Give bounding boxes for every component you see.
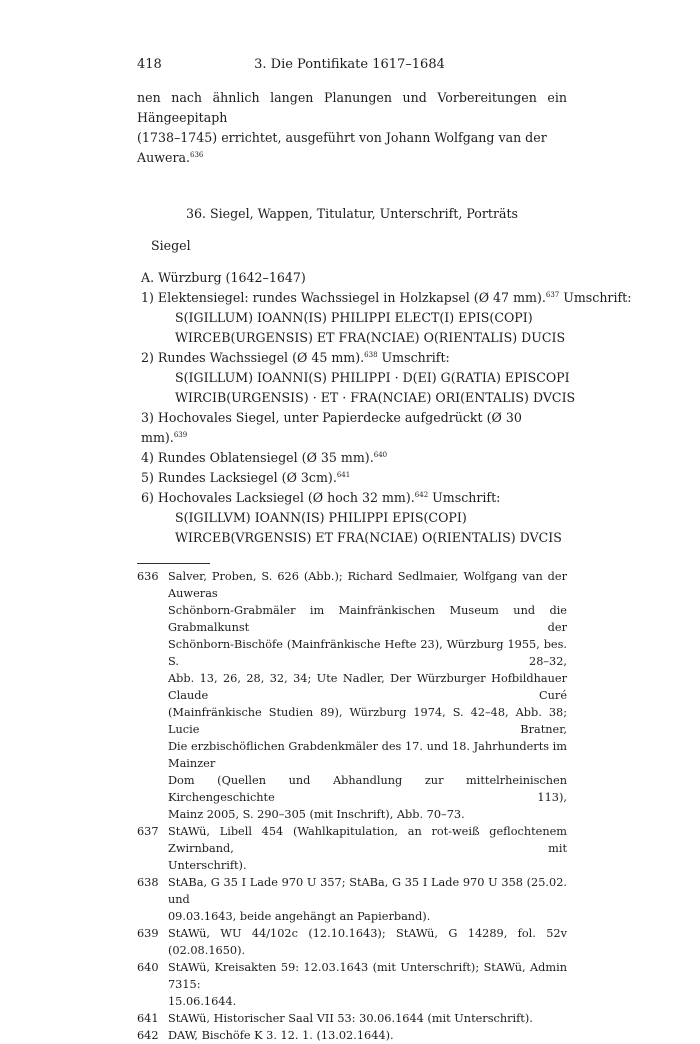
footnote-ref-639[interactable]: 639	[173, 431, 188, 439]
footnote-ref-640[interactable]: 640	[373, 451, 388, 459]
page-number: 418	[137, 57, 162, 72]
inscription-line: S(IGILLUM) IOANN(IS) PHILIPPI ELECT(I) EPIS(COPI)	[175, 310, 533, 325]
footnote-number: 641	[137, 1012, 159, 1025]
inscription-line: WIRCEB(VRGENSIS) ET FRA(NCIAE) O(RIENTALIS) DVCIS	[175, 530, 562, 545]
intro-line-1: nen nach ähnlich langen Planungen und Vorbereitungen ein Hängeepitaph	[137, 90, 567, 125]
footnote-number: 637	[137, 825, 159, 838]
seal-list	[137, 268, 632, 548]
footnote-ref-642[interactable]: 642	[414, 491, 429, 499]
footnote-line: Schönborn-Bischöfe (Mainfränkische Hefte 23), Würzburg 1955, bes. S. 28–32,	[168, 638, 567, 668]
main-text	[137, 88, 632, 548]
item-text: 5) Rundes Lacksiegel (Ø 3cm).	[141, 470, 337, 485]
footnote-number: 640	[137, 961, 159, 974]
seal-item-1	[141, 288, 632, 308]
footnote-number: 639	[137, 927, 159, 940]
footnote-number: 636	[137, 570, 159, 583]
footnote-line: Die erzbischöflichen Grabdenkmäler des 17. und 18. Jahrhunderts im Mainzer	[168, 740, 567, 770]
item-after: Umschrift:	[428, 490, 501, 505]
footnote-640	[137, 959, 567, 1010]
footnote-line: (Mainfränkische Studien 89), Würzburg 1974, S. 42–48, Abb. 38; Lucie Bratner,	[168, 706, 567, 736]
inscription-line: S(IGILLVM) IOANN(IS) PHILIPPI EPIS(COPI)	[175, 510, 467, 525]
inscription-line: WIRCIB(URGENSIS) · ET · FRA(NCIAE) ORI(ENTALIS) DVCIS	[175, 390, 576, 405]
seal-item-2	[141, 348, 567, 368]
item-after: Umschrift:	[559, 290, 632, 305]
item-text: 2) Rundes Wachssiegel (Ø 45 mm).	[141, 350, 365, 365]
footnote-639	[137, 925, 567, 959]
intro-line-2-text: (1738–1745) errichtet, ausgeführt von Johann Wolfgang van der Auwera.	[137, 130, 547, 165]
footnote-line: StAWü, Historischer Saal VII 53: 30.06.1644 (mit Unterschrift).	[168, 1012, 533, 1025]
item-text: 3) Hochovales Siegel, unter Papierdecke aufgedrückt (Ø 30 mm).	[141, 410, 522, 445]
footnote-line: Abb. 13, 26, 28, 32, 34; Ute Nadler, Der Würzburger Hofbildhauer Claude Curé	[168, 672, 567, 702]
running-header	[137, 57, 562, 77]
footnote-line: DAW, Bischöfe K 3. 12. 1. (13.02.1644).	[168, 1029, 394, 1042]
section-heading: 36. Siegel, Wappen, Titulatur, Unterschrift, Porträts	[185, 206, 519, 221]
footnote-642	[137, 1027, 567, 1044]
footnote-line: Unterschrift).	[168, 859, 247, 872]
footnote-line: Dom (Quellen und Abhandlung zur mittelrheinischen Kirchengeschichte 113),	[168, 774, 567, 804]
footnote-line: StAWü, Kreisakten 59: 12.03.1643 (mit Unterschrift); StAWü, Admin 7315:	[168, 961, 567, 991]
footnote-line: Salver, Proben, S. 626 (Abb.); Richard Sedlmaier, Wolfgang van der Auweras	[168, 570, 567, 600]
inscription-line: S(IGILLUM) IOANNI(S) PHILIPPI · D(EI) G(RATIA) EPISCOPI	[175, 370, 570, 385]
footnote-641	[137, 1010, 567, 1027]
footnote-ref-636[interactable]: 636	[189, 151, 204, 159]
group-heading: A. Würzburg (1642–1647)	[141, 270, 306, 285]
footnotes	[137, 568, 567, 1044]
footnote-line: 09.03.1643, beide angehängt an Papierband).	[168, 910, 431, 923]
footnote-ref-637[interactable]: 637	[545, 291, 560, 299]
item-text: 6) Hochovales Lacksiegel (Ø hoch 32 mm).	[141, 490, 415, 505]
footnote-line: 15.06.1644.	[168, 995, 237, 1008]
footnote-number: 642	[137, 1029, 159, 1042]
item-text: 4) Rundes Oblatensiegel (Ø 35 mm).	[141, 450, 374, 465]
footnote-separator	[137, 563, 210, 564]
seal-item-3	[141, 408, 567, 448]
subheading-siegel: Siegel	[151, 238, 191, 253]
footnote-number: 638	[137, 876, 159, 889]
item-text: 1) Elektensiegel: rundes Wachssiegel in Holzkapsel (Ø 47 mm).	[141, 290, 546, 305]
seal-item-6	[141, 488, 567, 508]
footnote-ref-638[interactable]: 638	[364, 351, 378, 359]
footnote-line: Mainz 2005, S. 290–305 (mit Inschrift), Abb. 70–73.	[168, 808, 465, 821]
running-title: 3. Die Pontifikate 1617–1684	[254, 57, 445, 72]
footnote-637	[137, 823, 567, 874]
footnote-line: Schönborn-Grabmäler im Mainfränkischen Museum und die Grabmalkunst der	[168, 604, 567, 634]
footnote-636	[137, 568, 567, 823]
seal-item-4	[141, 448, 567, 468]
item-after: Umschrift:	[377, 350, 450, 365]
footnote-line: StAWü, Libell 454 (Wahlkapitulation, an rot-weiß geflochtenem Zwirnband, mit	[168, 825, 567, 855]
footnote-ref-641[interactable]: 641	[336, 471, 351, 479]
footnote-line: StAWü, WU 44/102c (12.10.1643); StAWü, G 14289, fol. 52v (02.08.1650).	[168, 927, 567, 957]
footnote-638	[137, 874, 567, 925]
seal-item-5	[141, 468, 567, 488]
footnote-line: StABa, G 35 I Lade 970 U 357; StABa, G 35 I Lade 970 U 358 (25.02. und	[168, 876, 567, 906]
intro-line-2	[137, 128, 567, 168]
inscription-line: WIRCEB(URGENSIS) ET FRA(NCIAE) O(RIENTALIS) DUCIS	[175, 330, 566, 345]
